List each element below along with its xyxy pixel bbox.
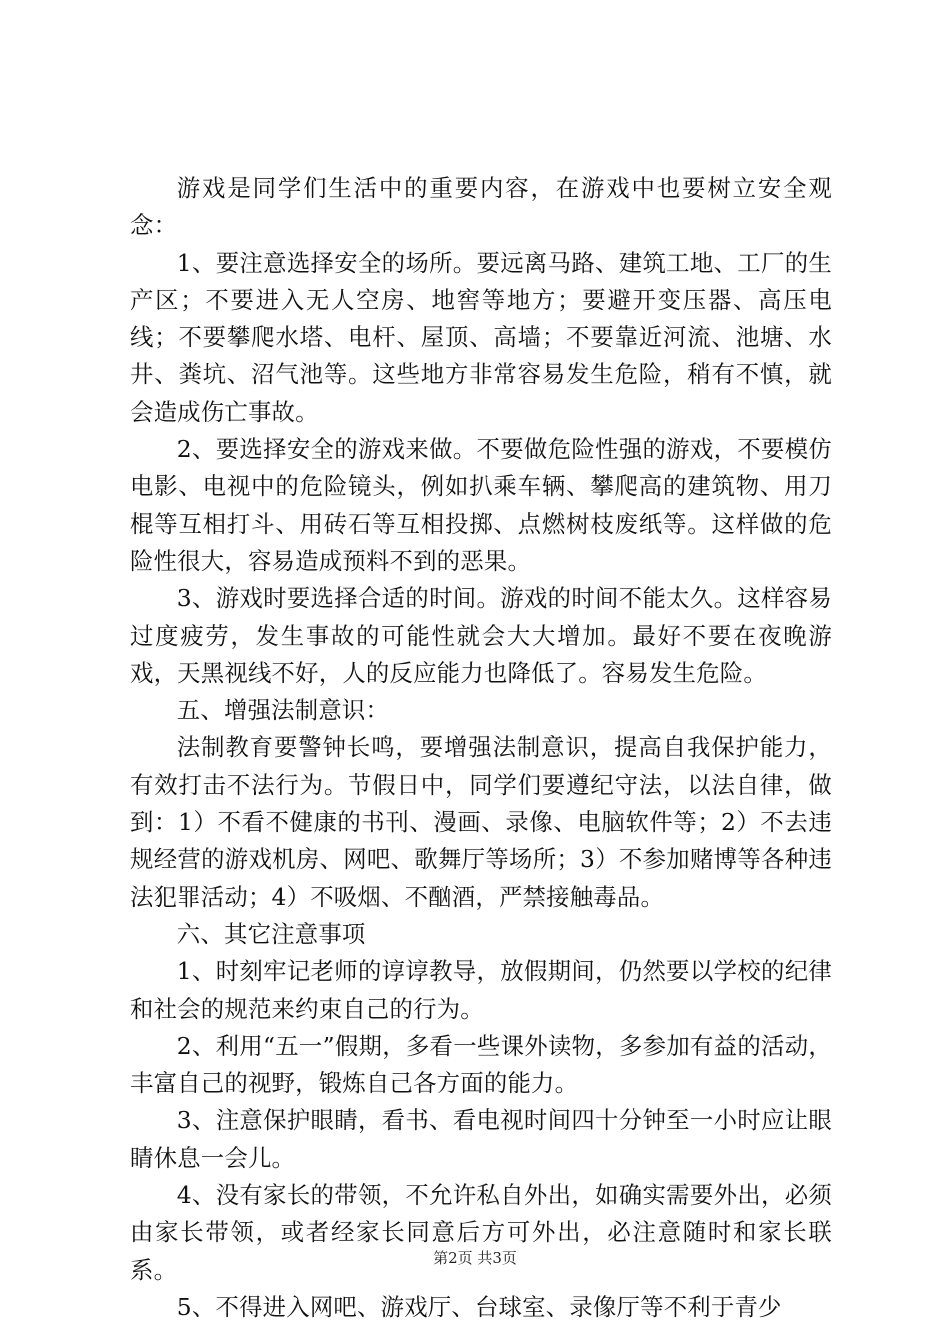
paragraph-note-5: 5、不得进入网吧、游戏厅、台球室、录像厅等不利于青少 [176, 1292, 782, 1321]
paragraph-legal: 法制教育要警钟长鸣，要增强法制意识，提高自我保护能力，有效打击不法行为。节假日中，同学们要遵纪守法，以法自律，做到：1）不看不健康的书刊、漫画、录像、电脑软件等；2）不去违规经营的游戏机房、网吧、歌舞厅等场所；3）不参加赌博等各种违法犯罪活动；4）不吸烟、不酗酒，严禁接触毒品。 [130, 733, 832, 911]
paragraph-item-1: 1、要注意选择安全的场所。要远离马路、建筑工地、工厂的生产区；不要进入无人空房、地窖等地方；要避开变压器、高压电线；不要攀爬水塔、电杆、屋顶、高墙；不要靠近河流、池塘、水井、粪坑、沼气池等。这些地方非常容易发生危险，稍有不慎，就会造成伤亡事故。 [130, 248, 832, 426]
paragraph-note-4: 4、没有家长的带领，不允许私自外出，如确实需要外出，必须由家长带领，或者经家长同意后方可外出，必注意随时和家长联系。 [130, 1181, 832, 1284]
paragraph-note-3: 3、注意保护眼睛，看书、看电视时间四十分钟至一小时应让眼睛休息一会儿。 [130, 1106, 832, 1172]
paragraph-note-2: 2、利用“五一”假期，多看一些课外读物，多参加有益的活动，丰富自己的视野，锻炼自己各方面的能力。 [130, 1031, 832, 1098]
section-heading-five: 五、增强法制意识： [176, 696, 390, 725]
document-body [130, 170, 832, 1326]
section-heading-six: 六、其它注意事项 [176, 919, 366, 948]
paragraph-intro: 游戏是同学们生活中的重要内容，在游戏中也要树立安全观念： [130, 174, 832, 240]
page-number-footer: 第2页 共3页 [433, 1249, 517, 1267]
paragraph-note-1: 1、时刻牢记老师的谆谆教导，放假期间，仍然要以学校的纪律和社会的规范来约束自己的行为。 [130, 957, 832, 1023]
paragraph-item-2: 2、要选择安全的游戏来做。不要做危险性强的游戏，不要模仿电影、电视中的危险镜头，例如扒乘车辆、攀爬高的建筑物、用刀棍等互相打斗、用砖石等互相投掷、点燃树枝废纸等。这样做的危险性很大，容易造成预料不到的恶果。 [130, 435, 832, 575]
paragraph-item-3: 3、游戏时要选择合适的时间。游戏的时间不能太久。这样容易过度疲劳，发生事故的可能性就会大大增加。最好不要在夜晚游戏，天黑视线不好，人的反应能力也降低了。容易发生危险。 [130, 584, 832, 687]
